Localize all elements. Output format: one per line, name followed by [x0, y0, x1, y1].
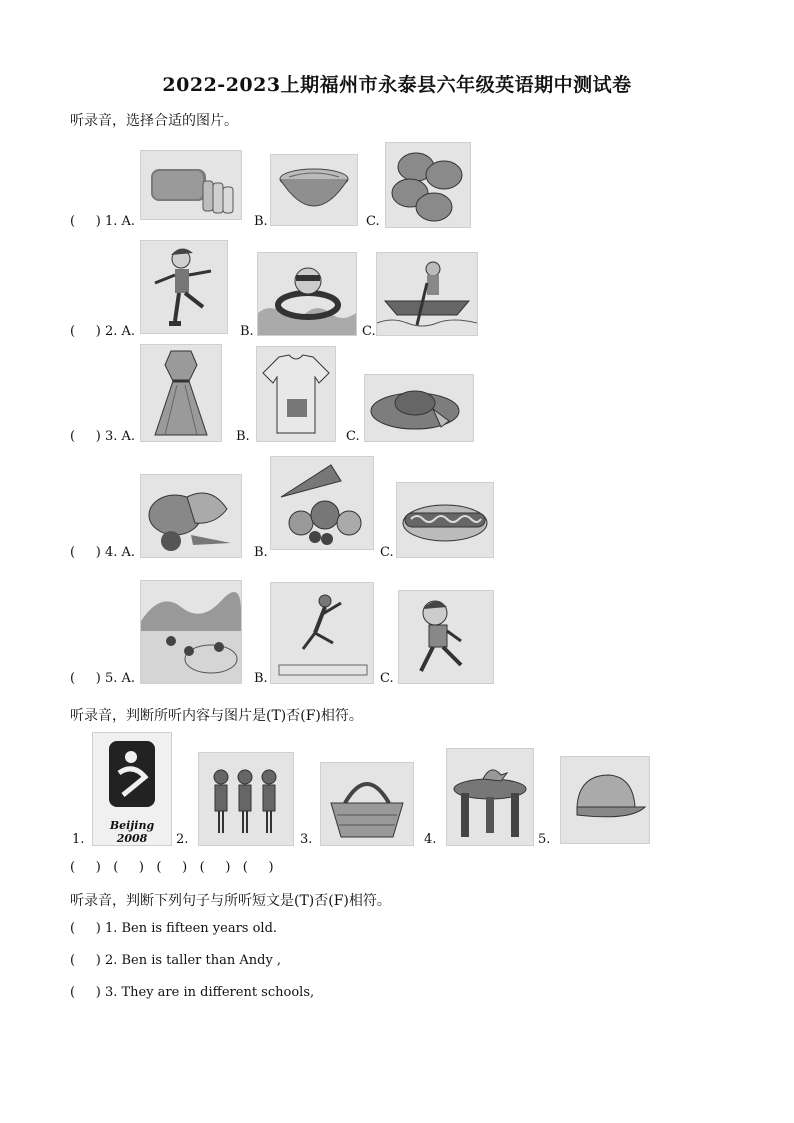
question-2-label: ( ) 2. A. — [70, 324, 135, 339]
beijing-2008-logo-icon[interactable] — [92, 732, 172, 846]
hot-dog-icon[interactable] — [396, 482, 494, 558]
section-2-instruction: 听录音，判断所听内容与图片是(T)否(F)相符。 — [70, 708, 363, 724]
part2-num-1: 1. — [72, 832, 85, 847]
running-boy-icon[interactable] — [398, 590, 494, 684]
question-4-option-b: B. — [254, 545, 268, 560]
beijing-2008-logo-text: Beijing 2008 — [109, 819, 155, 845]
question-4-option-c: C. — [380, 545, 394, 560]
running-race-icon[interactable] — [140, 580, 242, 684]
question-1-label: ( ) 1. A. — [70, 214, 135, 229]
noodle-bowl-icon[interactable] — [270, 154, 358, 226]
t-shirt-icon[interactable] — [256, 346, 336, 442]
question-3-option-c: C. — [346, 429, 360, 444]
bread-icon[interactable] — [140, 150, 242, 220]
part3-sentence-2: ( ) 2. Ben is taller than Andy , — [70, 953, 282, 968]
part2-num-2: 2. — [176, 832, 189, 847]
singing-girls-icon[interactable] — [198, 752, 294, 846]
section-3-instruction: 听录音，判断下列句子与所听短文是(T)否(F)相符。 — [70, 893, 391, 909]
question-4-label: ( ) 4. A. — [70, 545, 135, 560]
skating-girl-icon[interactable] — [140, 240, 228, 334]
rowing-boat-icon[interactable] — [376, 252, 478, 336]
part2-answer-blanks[interactable]: ( ) ( ) ( ) ( ) ( ) — [70, 860, 274, 875]
question-3-option-b: B. — [236, 429, 250, 444]
cap-icon[interactable] — [560, 756, 650, 844]
part3-sentence-3: ( ) 3. They are in different schools, — [70, 985, 315, 1000]
basket-icon[interactable] — [320, 762, 414, 846]
dress-icon[interactable] — [140, 344, 222, 442]
question-3-label: ( ) 3. A. — [70, 429, 135, 444]
question-5-option-b: B. — [254, 671, 268, 686]
eggs-icon[interactable] — [385, 142, 471, 228]
fruits-icon[interactable] — [270, 456, 374, 550]
question-1-option-b: B. — [254, 214, 268, 229]
swimming-boy-icon[interactable] — [257, 252, 357, 336]
question-2-option-c: C. — [362, 324, 376, 339]
part2-num-5: 5. — [538, 832, 551, 847]
question-1-option-c: C. — [366, 214, 380, 229]
page-title: 2022-2023上期福州市永泰县六年级英语期中测试卷 — [162, 74, 632, 96]
sun-hat-icon[interactable] — [364, 374, 474, 442]
part2-num-4: 4. — [424, 832, 437, 847]
question-5-label: ( ) 5. A. — [70, 671, 135, 686]
vegetables-icon[interactable] — [140, 474, 242, 558]
part2-num-3: 3. — [300, 832, 313, 847]
table-with-bird-icon[interactable] — [446, 748, 534, 846]
part3-sentence-1: ( ) 1. Ben is fifteen years old. — [70, 921, 278, 936]
section-1-instruction: 听录音，选择合适的图片。 — [70, 113, 238, 129]
question-5-option-c: C. — [380, 671, 394, 686]
long-jump-icon[interactable] — [270, 582, 374, 684]
question-2-option-b: B. — [240, 324, 254, 339]
